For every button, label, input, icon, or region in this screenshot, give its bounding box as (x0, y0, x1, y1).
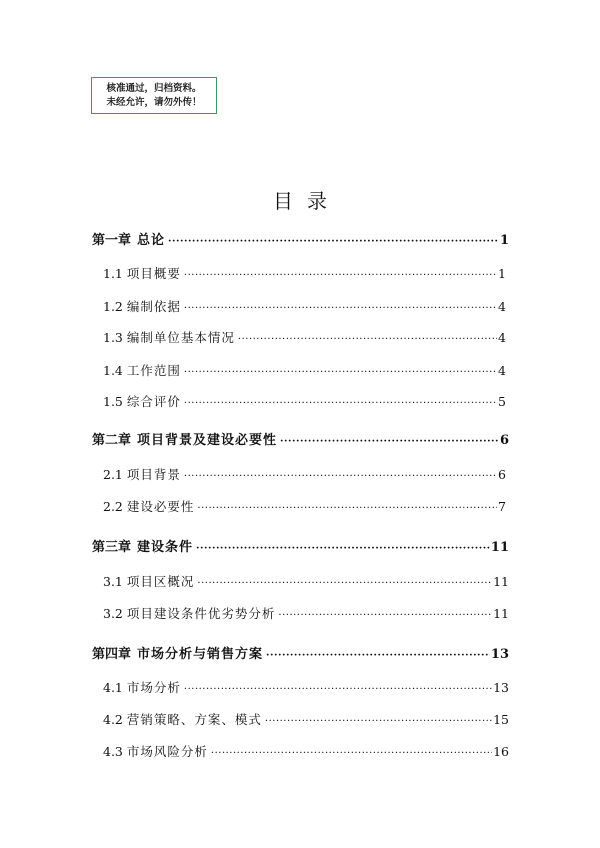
toc-entry-label: 市场分析与销售方案 (137, 647, 264, 661)
toc-entry-page: 13 (493, 680, 509, 695)
toc-section-entry[interactable] (103, 710, 509, 728)
toc-section-entry[interactable] (103, 572, 509, 590)
toc-dot-leader (184, 303, 497, 314)
toc-entry-page: 15 (493, 712, 509, 727)
toc-entry-page: 6 (498, 467, 506, 482)
toc-entry-number: 2.1 (103, 467, 123, 482)
toc-entry-number: 4.3 (103, 744, 123, 759)
toc-entry-label: 建设必要性 (126, 499, 195, 514)
toc-entry-number: 1.1 (103, 266, 123, 281)
toc-entry-label: 项目背景 (126, 467, 181, 482)
toc-chapter-entry[interactable] (92, 229, 509, 247)
toc-entry-page: 1 (498, 266, 506, 281)
toc-entry-label: 总论 (137, 233, 166, 247)
toc-entry-label: 市场风险分析 (126, 744, 208, 759)
toc-entry-label: 建设条件 (137, 540, 194, 554)
toc-dot-leader (196, 543, 490, 554)
toc-entry-page: 11 (493, 606, 509, 621)
toc-chapter-entry[interactable] (92, 643, 509, 661)
toc-entry-number: 4.1 (103, 680, 123, 695)
toc-dot-leader (184, 471, 497, 482)
toc-entry-page: 16 (493, 744, 509, 759)
toc-entry-page: 7 (498, 499, 506, 514)
toc-dot-leader (211, 748, 492, 759)
toc-section-entry[interactable] (103, 465, 506, 483)
toc-entry-label: 项目背景及建设必要性 (137, 433, 278, 447)
toc-dot-leader (168, 236, 499, 247)
toc-section-entry[interactable] (103, 742, 509, 760)
toc-dot-leader (278, 610, 492, 621)
toc-entry-page: 11 (493, 574, 509, 589)
toc-section-entry[interactable] (103, 678, 509, 696)
toc-entry-page: 4 (498, 363, 506, 378)
toc-entry-page: 4 (498, 299, 506, 314)
toc-chapter-entry[interactable] (92, 429, 509, 447)
stamp-line-1: 核准通过，归档资料。 (106, 82, 202, 94)
toc-entry-number: 3.2 (103, 606, 123, 621)
toc-dot-leader (265, 716, 492, 727)
toc-entry-page: 1 (499, 233, 509, 247)
toc-entry-number: 第二章 (92, 433, 132, 447)
toc-section-entry[interactable] (103, 392, 506, 410)
toc-entry-number: 3.1 (103, 574, 123, 589)
toc-dot-leader (238, 334, 497, 345)
toc-entry-number: 2.2 (103, 499, 123, 514)
toc-dot-leader (184, 398, 497, 409)
toc-entry-number: 4.2 (103, 712, 123, 727)
toc-chapter-entry[interactable] (92, 536, 509, 554)
toc-entry-page: 4 (498, 330, 506, 345)
toc-entry-number: 第四章 (92, 647, 132, 661)
toc-entry-page: 6 (499, 433, 509, 447)
toc-section-entry[interactable] (103, 361, 506, 379)
toc-entry-number: 第三章 (92, 540, 132, 554)
toc-section-entry[interactable] (103, 497, 506, 515)
toc-dot-leader (197, 503, 497, 514)
toc-entry-page: 13 (490, 647, 509, 661)
approval-stamp (91, 77, 217, 114)
toc-entry-label: 市场分析 (126, 680, 181, 695)
toc-entry-page: 11 (490, 540, 509, 554)
toc-entry-label: 营销策略、方案、模式 (126, 712, 262, 727)
toc-dot-leader (197, 578, 492, 589)
stamp-line-2: 未经允许，请勿外传！ (106, 96, 202, 108)
toc-entry-label: 综合评价 (126, 394, 181, 409)
toc-title: 目录 (273, 189, 341, 213)
toc-entry-label: 工作范围 (126, 363, 181, 378)
toc-entry-label: 项目概要 (126, 266, 181, 281)
toc-section-entry[interactable] (103, 297, 506, 315)
toc-entry-label: 编制依据 (126, 299, 181, 314)
toc-dot-leader (280, 436, 499, 447)
toc-entry-number: 1.4 (103, 363, 123, 378)
toc-section-entry[interactable] (103, 604, 509, 622)
toc-entry-label: 项目建设条件优劣势分析 (126, 606, 276, 621)
toc-dot-leader (184, 367, 497, 378)
toc-entry-number: 1.5 (103, 394, 123, 409)
toc-dot-leader (184, 270, 497, 281)
toc-entry-number: 1.2 (103, 299, 123, 314)
toc-dot-leader (184, 684, 492, 695)
toc-section-entry[interactable] (103, 264, 506, 282)
toc-dot-leader (266, 650, 490, 661)
toc-entry-label: 编制单位基本情况 (126, 330, 235, 345)
toc-section-entry[interactable] (103, 328, 506, 346)
toc-entry-label: 项目区概况 (126, 574, 195, 589)
toc-entry-page: 5 (498, 394, 506, 409)
toc-entry-number: 第一章 (92, 233, 132, 247)
toc-entry-number: 1.3 (103, 330, 123, 345)
